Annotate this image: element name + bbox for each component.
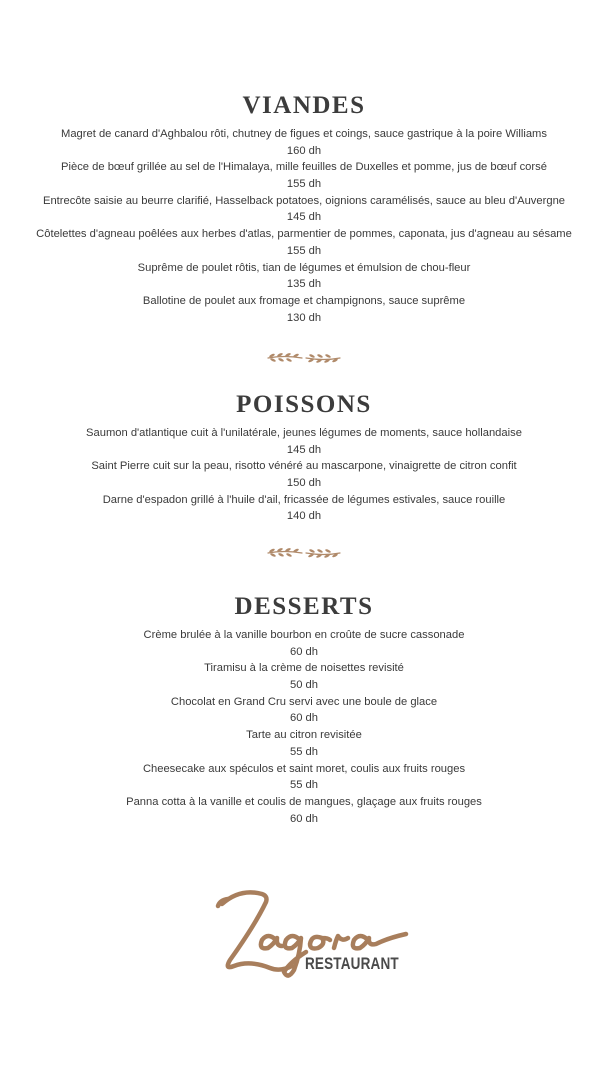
ornament-divider [0,351,608,365]
menu-item [0,492,608,525]
menu-item-name: Ballotine de poulet aux fromage et champignons, sauce suprême [142,294,466,307]
menu-item-name: Tarte au citron revisitée [246,729,362,742]
menu-item-name: Darne d'espadon grillé à l'huile d'ail, fricassée de légumes estivales, sauce rouille [102,493,506,506]
menu-item-price: 145 dh [286,211,322,224]
menu-item-price: 55 dh [290,779,318,792]
menu-item-name: Suprême de poulet rôtis, tian de légumes et émulsion de chou-fleur [137,261,471,274]
menu-item [0,126,608,159]
menu-item-price: 160 dh [286,144,322,157]
menu-item [0,226,608,259]
menu-item-price: 60 dh [290,712,318,725]
menu-items-list [0,425,608,525]
menu-item [0,794,608,827]
ornament-divider [0,546,608,560]
menu-item-price: 140 dh [286,510,322,523]
menu-item-price: 155 dh [286,178,322,191]
menu-item [0,761,608,794]
menu-item [0,660,608,693]
menu-item-price: 150 dh [286,477,322,490]
section-title: VIANDES [242,92,366,119]
menu-item [0,694,608,727]
menu-item-price: 60 dh [290,812,318,825]
menu-item-name: Pièce de bœuf grillée au sel de l'Himalaya, mille feuilles de Duxelles et pomme, jus de bœuf corsé [61,161,547,174]
section-viandes [0,92,608,326]
menu-item-name: Entrecôte saisie au beurre clarifié, Hasselback potatoes, oignions caramélisés, sauce au bleu d'Auvergne [42,194,566,207]
menu-item-name: Chocolat en Grand Cru servi avec une boule de glace [170,695,438,708]
laurel-branch-divider-icon [264,351,344,365]
menu-item-price: 135 dh [286,278,322,291]
menu-item-price: 130 dh [286,311,322,324]
menu-item-price: 55 dh [290,745,318,758]
laurel-branch-divider-icon [264,546,344,560]
menu-item-price: 50 dh [290,679,318,692]
menu-item-name: Saint Pierre cuit sur la peau, risotto vénéré au mascarpone, vinaigrette de citron confit [91,460,517,473]
menu-item-name: Côtelettes d'agneau poêlées aux herbes d'atlas, parmentier de pommes, caponata, jus d'agneau au sésame [36,228,572,241]
section-poissons [0,391,608,525]
menu-item-name: Panna cotta à la vanille et coulis de mangues, glaçage aux fruits rouges [126,795,482,808]
menu-items-list [0,627,608,827]
menu-item-name: Cheesecake aux spéculos et saint moret, coulis aux fruits rouges [142,762,466,775]
menu-item [0,193,608,226]
menu-item [0,727,608,760]
menu-item [0,159,608,192]
menu-item-name: Saumon d'atlantique cuit à l'unilatérale, jeunes légumes de moments, sauce hollandaise [86,427,522,439]
menu-item-name: Magret de canard d'Aghbalou rôti, chutney de figues et coings, sauce gastrique à la poire Williams [61,128,547,140]
menu-item [0,458,608,491]
logo-subtitle: RESTAURANT [305,955,399,973]
menu-item [0,425,608,458]
menu-item-name: Crème brulée à la vanille bourbon en croûte de sucre cassonade [143,629,465,641]
section-title: DESSERTS [234,593,374,620]
section-title: POISSONS [236,391,372,418]
menu-item [0,627,608,660]
menu-item-price: 145 dh [286,443,322,456]
menu-item [0,260,608,293]
restaurant-logo [210,880,420,985]
menu-item [0,293,608,326]
section-desserts [0,593,608,827]
menu-item-price: 60 dh [290,645,318,658]
menu-item-name: Tiramisu à la crème de noisettes revisité [204,662,404,675]
menu-item-price: 155 dh [286,244,322,257]
menu-items-list [0,126,608,326]
